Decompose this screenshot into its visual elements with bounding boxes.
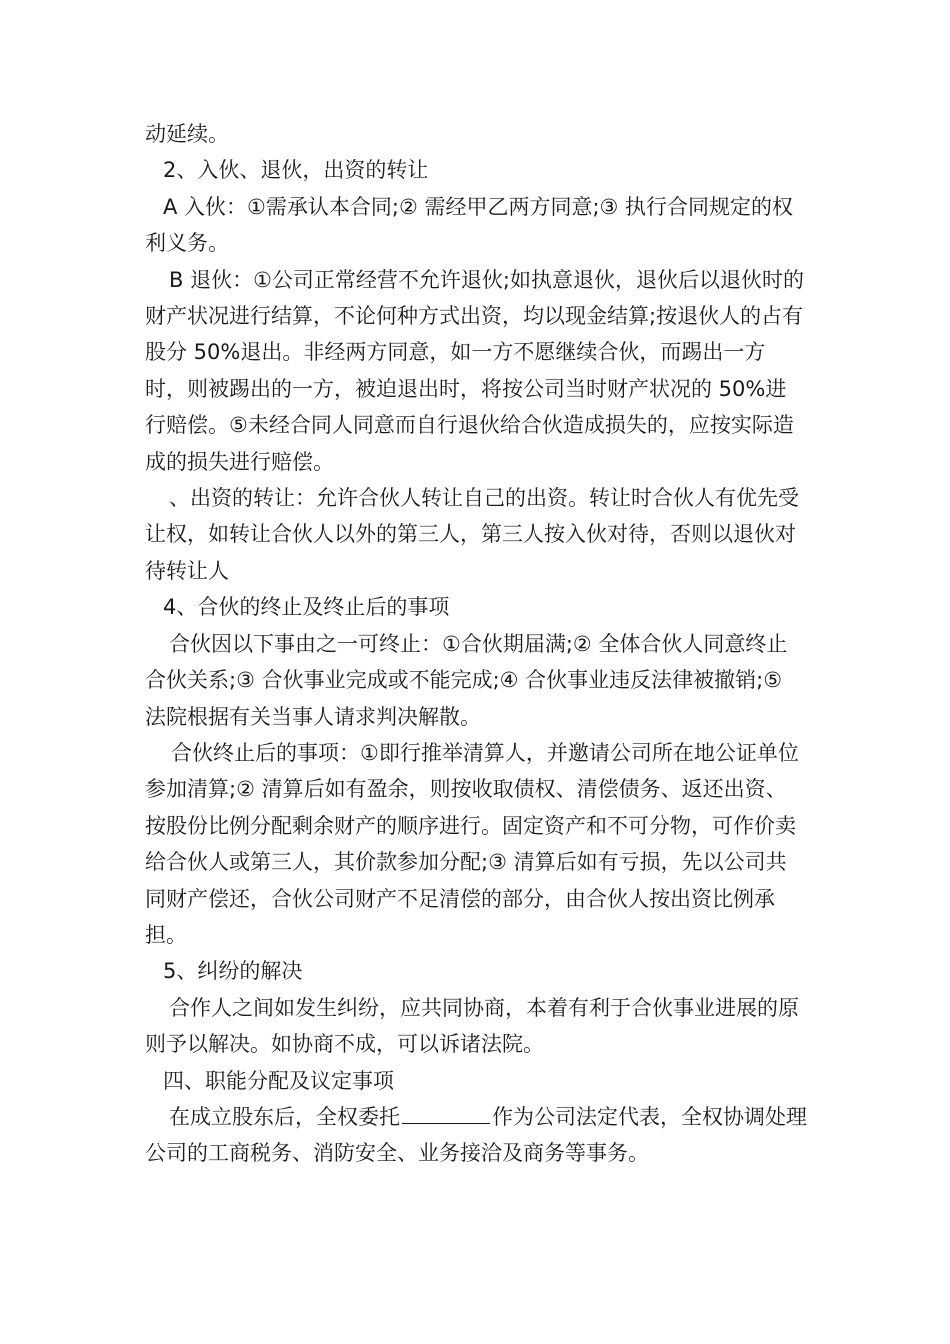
- section-heading-functions: 四、职能分配及议定事项: [163, 1068, 394, 1093]
- paragraph-capital-transfer: 、出资的转让：允许合伙人转让自己的出资。转让时合伙人有优先受让权，如转让合伙人以外的第三人，第三人按入伙对待，否则以退伙对待转让人: [145, 486, 799, 583]
- section-heading-termination: 4、合伙的终止及终止后的事项: [163, 595, 450, 620]
- paragraph-disputes: 合作人之间如发生纠纷，应共同协商，本着有利于合伙事业进展的原则予以解决。如协商不成，可以诉诸法院。: [145, 995, 799, 1057]
- paragraph-legal-representative: [145, 1099, 807, 1172]
- legal-rep-text-before: 在成立股东后，全权委托: [169, 1104, 400, 1129]
- fill-in-blank: [402, 1101, 490, 1124]
- document-body: [145, 116, 807, 1172]
- section-heading-disputes: 5、纠纷的解决: [163, 959, 303, 984]
- section-heading-admission-withdrawal: 2、入伙、退伙，出资的转让: [163, 158, 429, 183]
- paragraph-admission: A 入伙：①需承认本合同;② 需经甲乙两方同意;③ 执行合同规定的权利义务。: [145, 194, 794, 256]
- paragraph-post-termination: 合伙终止后的事项：①即行推举清算人，并邀请公司所在地公证单位参加清算;② 清算后如有盈余，则按收取债权、清偿债务、返还出资、按股份比例分配剩余财产的顺序进行。固定资产和不可分物，可作价卖给合伙人或第三人，其价款参加分配;③ 清算后如有亏损，先以公司共同财产偿还，合伙公司财产不足清偿的部分，由合伙人按出资比例承担。: [145, 740, 799, 947]
- paragraph-termination-causes: 合伙因以下事由之一可终止：①合伙期届满;② 全体合伙人同意终止合伙关系;③ 合伙事业完成或不能完成;④ 合伙事业违反法律被撤销;⑤ 法院根据有关当事人请求判决解散。: [145, 631, 789, 729]
- legal-rep-text-after: 作为公司法定代表，全权协调处理公司的工商税务、消防安全、业务接洽及商务等事务。: [145, 1104, 807, 1166]
- paragraph-withdrawal: B 退伙：①公司正常经营不允许退伙;如执意退伙，退伙后以退伙时的财产状况进行结算，不论何种方式出资，均以现金结算;按退伙人的占有股分 50%退出。非经两方同意，如一方不愿继续合伙，而踢出一方时，则被踢出的一方，被迫退出时，将按公司当时财产状况的 50%进行赔偿。⑤未经合同人同意而自行退伙给合伙造成损失的，应按实际造成的损失进行赔偿。: [145, 267, 804, 474]
- paragraph-continuation: 动延续。: [145, 122, 229, 146]
